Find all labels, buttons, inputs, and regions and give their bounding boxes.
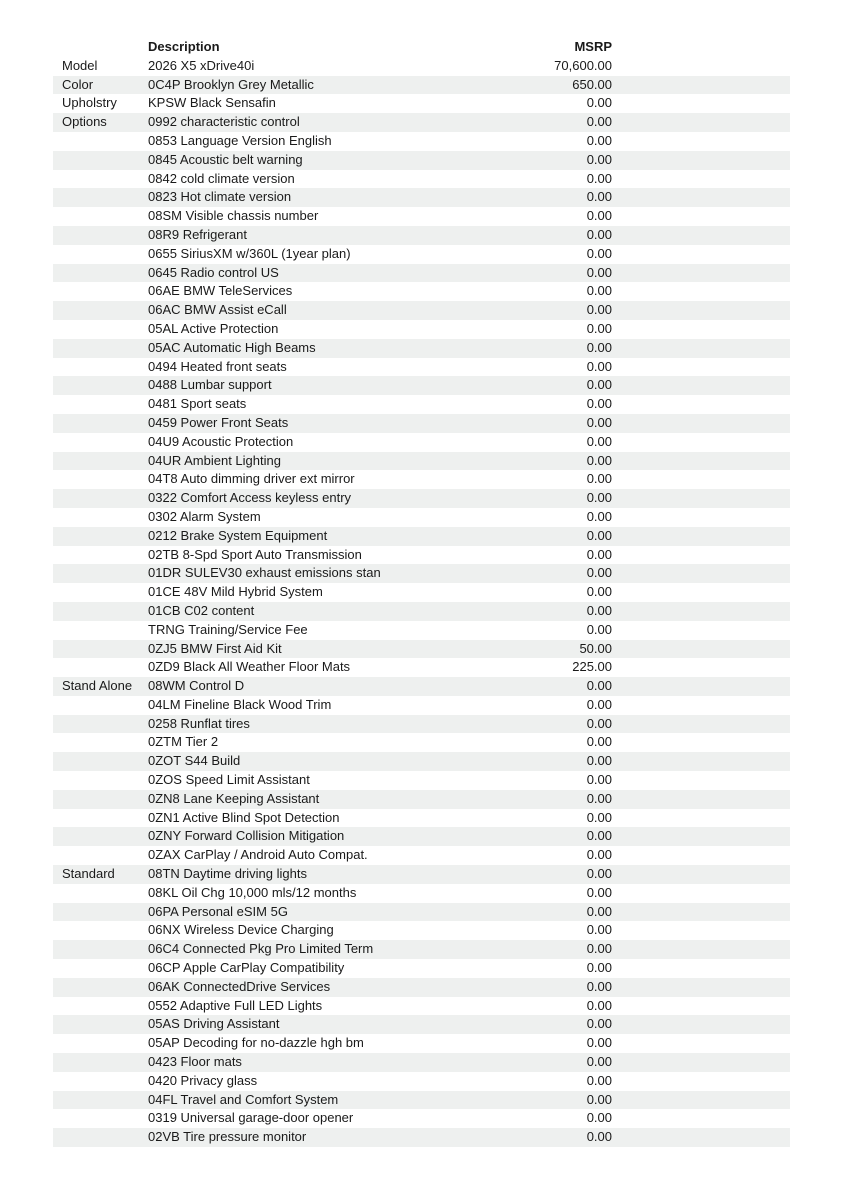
category-cell xyxy=(53,395,148,414)
category-cell xyxy=(53,715,148,734)
filler-cell xyxy=(612,264,790,283)
filler-cell xyxy=(612,564,790,583)
msrp-cell: 0.00 xyxy=(586,753,612,769)
description-cell: 0494 Heated front seats xyxy=(148,358,287,374)
category-cell xyxy=(53,827,148,846)
filler-cell xyxy=(612,282,790,301)
category-cell xyxy=(53,602,148,621)
filler-cell xyxy=(612,151,790,170)
table-row xyxy=(53,151,790,170)
table-row xyxy=(53,903,790,922)
msrp-cell: 0.00 xyxy=(586,170,612,186)
msrp-cell: 0.00 xyxy=(586,602,612,618)
msrp-cell: 0.00 xyxy=(586,978,612,994)
category-cell xyxy=(53,771,148,790)
description-cell: 08WM Control D xyxy=(148,678,245,694)
category-cell xyxy=(53,188,148,207)
filler-cell xyxy=(612,94,790,113)
msrp-cell: 0.00 xyxy=(586,245,612,261)
description-cell: 08R9 Refrigerant xyxy=(148,226,247,242)
table-body xyxy=(53,57,790,1147)
filler-cell xyxy=(612,696,790,715)
filler-cell xyxy=(612,226,790,245)
category-cell: Stand Alone xyxy=(62,678,133,694)
msrp-cell: 0.00 xyxy=(586,696,612,712)
table-row xyxy=(53,376,790,395)
filler-cell xyxy=(612,621,790,640)
category-cell xyxy=(53,132,148,151)
category-cell xyxy=(53,226,148,245)
description-cell: 0645 Radio control US xyxy=(148,264,279,280)
msrp-cell: 0.00 xyxy=(586,283,612,299)
filler-cell xyxy=(612,113,790,132)
filler-cell xyxy=(612,132,790,151)
category-cell xyxy=(53,546,148,565)
table-row xyxy=(53,564,790,583)
description-cell: 06NX Wireless Device Charging xyxy=(148,922,334,938)
description-cell: 05AC Automatic High Beams xyxy=(148,339,316,355)
description-cell: 0C4P Brooklyn Grey Metallic xyxy=(148,76,314,92)
msrp-cell: 0.00 xyxy=(586,847,612,863)
category-cell xyxy=(53,358,148,377)
description-cell: 0552 Adaptive Full LED Lights xyxy=(148,997,323,1013)
description-cell: 05AS Driving Assistant xyxy=(148,1016,280,1032)
filler-cell xyxy=(612,339,790,358)
msrp-cell: 0.00 xyxy=(586,132,612,148)
description-cell: 06AE BMW TeleServices xyxy=(148,283,293,299)
table-row xyxy=(53,170,790,189)
category-cell xyxy=(53,470,148,489)
table-row xyxy=(53,865,790,884)
table-row xyxy=(53,113,790,132)
description-cell: 02VB Tire pressure monitor xyxy=(148,1129,307,1145)
filler-cell xyxy=(612,245,790,264)
msrp-cell: 0.00 xyxy=(586,452,612,468)
description-cell: 0992 characteristic control xyxy=(148,114,300,130)
description-cell: 0488 Lumbar support xyxy=(148,377,272,393)
msrp-cell: 0.00 xyxy=(586,320,612,336)
description-cell: 2026 X5 xDrive40i xyxy=(148,57,255,73)
msrp-cell: 0.00 xyxy=(586,941,612,957)
table-row xyxy=(53,809,790,828)
description-cell: 04LM Fineline Black Wood Trim xyxy=(148,696,332,712)
filler-cell xyxy=(612,752,790,771)
table-row xyxy=(53,640,790,659)
category-cell xyxy=(53,978,148,997)
filler-cell xyxy=(612,376,790,395)
msrp-cell: 0.00 xyxy=(586,960,612,976)
table-row xyxy=(53,658,790,677)
msrp-cell: 0.00 xyxy=(586,828,612,844)
description-cell: TRNG Training/Service Fee xyxy=(148,621,308,637)
msrp-cell: 0.00 xyxy=(586,339,612,355)
category-cell: Standard xyxy=(62,866,115,882)
table-row xyxy=(53,57,790,76)
description-cell: 06C4 Connected Pkg Pro Limited Term xyxy=(148,941,374,957)
table-row xyxy=(53,677,790,696)
category-cell: Upholstry xyxy=(62,95,117,111)
table-row xyxy=(53,301,790,320)
filler-cell xyxy=(612,1015,790,1034)
table-row xyxy=(53,752,790,771)
table-row xyxy=(53,940,790,959)
msrp-cell: 0.00 xyxy=(586,903,612,919)
description-cell: 04T8 Auto dimming driver ext mirror xyxy=(148,471,355,487)
category-cell xyxy=(53,940,148,959)
table-row xyxy=(53,94,790,113)
description-cell: 01CE 48V Mild Hybrid System xyxy=(148,584,323,600)
msrp-cell: 0.00 xyxy=(586,114,612,130)
category-cell xyxy=(53,151,148,170)
category-cell xyxy=(53,921,148,940)
table-row xyxy=(53,1034,790,1053)
table-row xyxy=(53,978,790,997)
category-cell xyxy=(53,433,148,452)
category-cell xyxy=(53,1091,148,1110)
description-cell: 0258 Runflat tires xyxy=(148,715,250,731)
table-row xyxy=(53,452,790,471)
filler-cell xyxy=(612,1091,790,1110)
description-cell: 0319 Universal garage-door opener xyxy=(148,1110,354,1126)
filler-cell xyxy=(612,470,790,489)
msrp-cell: 70,600.00 xyxy=(554,57,612,73)
filler-cell xyxy=(612,1053,790,1072)
table-row xyxy=(53,846,790,865)
msrp-cell: 0.00 xyxy=(586,922,612,938)
description-cell: 05AP Decoding for no-dazzle hgh bm xyxy=(148,1035,364,1051)
table-row xyxy=(53,921,790,940)
category-cell xyxy=(53,790,148,809)
table-row xyxy=(53,771,790,790)
category-cell xyxy=(53,508,148,527)
msrp-cell: 0.00 xyxy=(586,734,612,750)
category-cell xyxy=(53,884,148,903)
description-cell: 06AK ConnectedDrive Services xyxy=(148,978,331,994)
table-row xyxy=(53,733,790,752)
table-row xyxy=(53,527,790,546)
description-cell: 0ZTM Tier 2 xyxy=(148,734,219,750)
msrp-cell: 0.00 xyxy=(586,1129,612,1145)
category-cell xyxy=(53,733,148,752)
category-cell xyxy=(53,564,148,583)
description-cell: 02TB 8-Spd Sport Auto Transmission xyxy=(148,546,362,562)
category-cell xyxy=(53,809,148,828)
msrp-cell: 50.00 xyxy=(579,640,612,656)
description-cell: 0423 Floor mats xyxy=(148,1054,242,1070)
table-row xyxy=(53,790,790,809)
filler-cell xyxy=(612,583,790,602)
category-cell xyxy=(53,959,148,978)
msrp-cell: 0.00 xyxy=(586,414,612,430)
table-row xyxy=(53,1109,790,1128)
category-cell xyxy=(53,527,148,546)
table-row xyxy=(53,282,790,301)
msrp-cell: 0.00 xyxy=(586,151,612,167)
filler-cell xyxy=(612,903,790,922)
filler-cell xyxy=(612,452,790,471)
table-row xyxy=(53,546,790,565)
filler-cell xyxy=(612,76,790,95)
table-row xyxy=(53,1053,790,1072)
description-cell: 0ZOS Speed Limit Assistant xyxy=(148,772,310,788)
table-row xyxy=(53,1091,790,1110)
filler-cell xyxy=(612,790,790,809)
category-cell: Model xyxy=(62,57,98,73)
description-cell: 0ZN1 Active Blind Spot Detection xyxy=(148,809,340,825)
vehicle-options-table xyxy=(53,38,790,1147)
table-row xyxy=(53,884,790,903)
description-cell: 04U9 Acoustic Protection xyxy=(148,433,294,449)
filler-cell xyxy=(612,433,790,452)
msrp-cell: 0.00 xyxy=(586,884,612,900)
msrp-cell: 0.00 xyxy=(586,226,612,242)
table-row xyxy=(53,715,790,734)
msrp-cell: 0.00 xyxy=(586,1054,612,1070)
filler-cell xyxy=(612,395,790,414)
table-row xyxy=(53,1072,790,1091)
description-cell: 08SM Visible chassis number xyxy=(148,208,319,224)
table-row xyxy=(53,1128,790,1147)
category-cell xyxy=(53,752,148,771)
description-column-header: Description xyxy=(148,39,220,54)
category-cell xyxy=(53,846,148,865)
description-cell: 06PA Personal eSIM 5G xyxy=(148,903,288,919)
category-cell xyxy=(53,452,148,471)
filler-cell xyxy=(612,640,790,659)
description-cell: 04FL Travel and Comfort System xyxy=(148,1091,339,1107)
description-cell: 0ZD9 Black All Weather Floor Mats xyxy=(148,659,351,675)
table-row xyxy=(53,264,790,283)
table-row xyxy=(53,959,790,978)
table-row xyxy=(53,489,790,508)
category-cell xyxy=(53,621,148,640)
msrp-cell: 0.00 xyxy=(586,565,612,581)
filler-cell xyxy=(612,940,790,959)
category-cell xyxy=(53,640,148,659)
description-cell: 06AC BMW Assist eCall xyxy=(148,302,287,318)
msrp-cell: 0.00 xyxy=(586,772,612,788)
table-row xyxy=(53,395,790,414)
description-cell: 0459 Power Front Seats xyxy=(148,414,289,430)
category-cell xyxy=(53,301,148,320)
filler-cell xyxy=(612,527,790,546)
table-row xyxy=(53,508,790,527)
table-row xyxy=(53,1015,790,1034)
category-cell xyxy=(53,903,148,922)
msrp-cell: 0.00 xyxy=(586,584,612,600)
category-cell xyxy=(53,376,148,395)
description-cell: 0212 Brake System Equipment xyxy=(148,527,328,543)
filler-cell xyxy=(612,489,790,508)
table-row xyxy=(53,583,790,602)
table-row xyxy=(53,997,790,1016)
table-row xyxy=(53,621,790,640)
filler-cell xyxy=(612,865,790,884)
category-cell: Color xyxy=(62,76,94,92)
category-cell xyxy=(53,696,148,715)
description-cell: KPSW Black Sensafin xyxy=(148,95,276,111)
msrp-cell: 0.00 xyxy=(586,866,612,882)
description-cell: 0842 cold climate version xyxy=(148,170,295,186)
msrp-cell: 0.00 xyxy=(586,508,612,524)
filler-cell xyxy=(612,207,790,226)
msrp-cell: 0.00 xyxy=(586,189,612,205)
msrp-cell: 0.00 xyxy=(586,377,612,393)
table-row xyxy=(53,358,790,377)
filler-cell xyxy=(612,733,790,752)
msrp-column-header: MSRP xyxy=(574,39,612,54)
filler-cell xyxy=(612,827,790,846)
category-cell xyxy=(53,583,148,602)
description-cell: 04UR Ambient Lighting xyxy=(148,452,281,468)
msrp-cell: 0.00 xyxy=(586,396,612,412)
description-cell: 0853 Language Version English xyxy=(148,132,332,148)
category-cell xyxy=(53,320,148,339)
description-cell: 01DR SULEV30 exhaust emissions stan xyxy=(148,565,381,581)
filler-cell xyxy=(612,546,790,565)
description-cell: 0420 Privacy glass xyxy=(148,1072,258,1088)
description-cell: 08KL Oil Chg 10,000 mls/12 months xyxy=(148,884,357,900)
filler-column-header xyxy=(612,38,790,57)
msrp-cell: 0.00 xyxy=(586,546,612,562)
msrp-cell: 0.00 xyxy=(586,490,612,506)
table-row xyxy=(53,827,790,846)
msrp-cell: 0.00 xyxy=(586,790,612,806)
description-cell: 0655 SiriusXM w/360L (1year plan) xyxy=(148,245,351,261)
msrp-cell: 0.00 xyxy=(586,678,612,694)
filler-cell xyxy=(612,301,790,320)
filler-cell xyxy=(612,57,790,76)
filler-cell xyxy=(612,884,790,903)
msrp-cell: 0.00 xyxy=(586,809,612,825)
filler-cell xyxy=(612,358,790,377)
category-cell xyxy=(53,658,148,677)
category-cell xyxy=(53,282,148,301)
description-cell: 0481 Sport seats xyxy=(148,396,247,412)
msrp-cell: 0.00 xyxy=(586,208,612,224)
table-row xyxy=(53,470,790,489)
description-cell: 0ZOT S44 Build xyxy=(148,753,241,769)
description-cell: 0845 Acoustic belt warning xyxy=(148,151,303,167)
filler-cell xyxy=(612,1128,790,1147)
category-cell xyxy=(53,489,148,508)
category-cell xyxy=(53,339,148,358)
description-cell: 0ZAX CarPlay / Android Auto Compat. xyxy=(148,847,368,863)
table-row xyxy=(53,132,790,151)
table-row xyxy=(53,339,790,358)
table-row xyxy=(53,207,790,226)
msrp-cell: 0.00 xyxy=(586,433,612,449)
category-cell xyxy=(53,997,148,1016)
msrp-cell: 0.00 xyxy=(586,302,612,318)
filler-cell xyxy=(612,959,790,978)
table-row xyxy=(53,188,790,207)
msrp-cell: 0.00 xyxy=(586,621,612,637)
description-cell: 01CB C02 content xyxy=(148,602,255,618)
table-row xyxy=(53,414,790,433)
description-cell: 08TN Daytime driving lights xyxy=(148,866,307,882)
filler-cell xyxy=(612,978,790,997)
msrp-cell: 0.00 xyxy=(586,358,612,374)
description-cell: 0823 Hot climate version xyxy=(148,189,292,205)
category-cell xyxy=(53,414,148,433)
category-cell: Options xyxy=(62,114,107,130)
table-header-row xyxy=(53,38,790,57)
msrp-cell: 0.00 xyxy=(586,715,612,731)
description-cell: 0ZNY Forward Collision Mitigation xyxy=(148,828,345,844)
category-cell xyxy=(53,1109,148,1128)
filler-cell xyxy=(612,715,790,734)
filler-cell xyxy=(612,170,790,189)
filler-cell xyxy=(612,188,790,207)
msrp-cell: 0.00 xyxy=(586,1110,612,1126)
msrp-cell: 0.00 xyxy=(586,471,612,487)
table-row xyxy=(53,320,790,339)
table-row xyxy=(53,226,790,245)
filler-cell xyxy=(612,508,790,527)
filler-cell xyxy=(612,1034,790,1053)
category-cell xyxy=(53,264,148,283)
description-cell: 06CP Apple CarPlay Compatibility xyxy=(148,960,345,976)
filler-cell xyxy=(612,1109,790,1128)
filler-cell xyxy=(612,997,790,1016)
filler-cell xyxy=(612,414,790,433)
msrp-cell: 0.00 xyxy=(586,1016,612,1032)
msrp-cell: 0.00 xyxy=(586,1091,612,1107)
category-cell xyxy=(53,1034,148,1053)
filler-cell xyxy=(612,320,790,339)
msrp-cell: 0.00 xyxy=(586,1035,612,1051)
filler-cell xyxy=(612,771,790,790)
filler-cell xyxy=(612,1072,790,1091)
table-row xyxy=(53,602,790,621)
category-cell xyxy=(53,170,148,189)
table-row xyxy=(53,433,790,452)
description-cell: 0ZN8 Lane Keeping Assistant xyxy=(148,790,320,806)
msrp-cell: 0.00 xyxy=(586,95,612,111)
category-column-header xyxy=(53,38,148,57)
filler-cell xyxy=(612,658,790,677)
description-cell: 05AL Active Protection xyxy=(148,320,279,336)
filler-cell xyxy=(612,602,790,621)
category-cell xyxy=(53,1053,148,1072)
category-cell xyxy=(53,1072,148,1091)
msrp-cell: 0.00 xyxy=(586,997,612,1013)
description-cell: 0322 Comfort Access keyless entry xyxy=(148,490,352,506)
category-cell xyxy=(53,1015,148,1034)
filler-cell xyxy=(612,677,790,696)
msrp-cell: 650.00 xyxy=(572,76,612,92)
table-row xyxy=(53,76,790,95)
description-cell: 0302 Alarm System xyxy=(148,508,261,524)
msrp-cell: 0.00 xyxy=(586,527,612,543)
category-cell xyxy=(53,207,148,226)
msrp-cell: 225.00 xyxy=(572,659,612,675)
table-row xyxy=(53,245,790,264)
msrp-cell: 0.00 xyxy=(586,1072,612,1088)
category-cell xyxy=(53,1128,148,1147)
table-row xyxy=(53,696,790,715)
filler-cell xyxy=(612,809,790,828)
filler-cell xyxy=(612,846,790,865)
filler-cell xyxy=(612,921,790,940)
category-cell xyxy=(53,245,148,264)
description-cell: 0ZJ5 BMW First Aid Kit xyxy=(148,640,282,656)
msrp-cell: 0.00 xyxy=(586,264,612,280)
